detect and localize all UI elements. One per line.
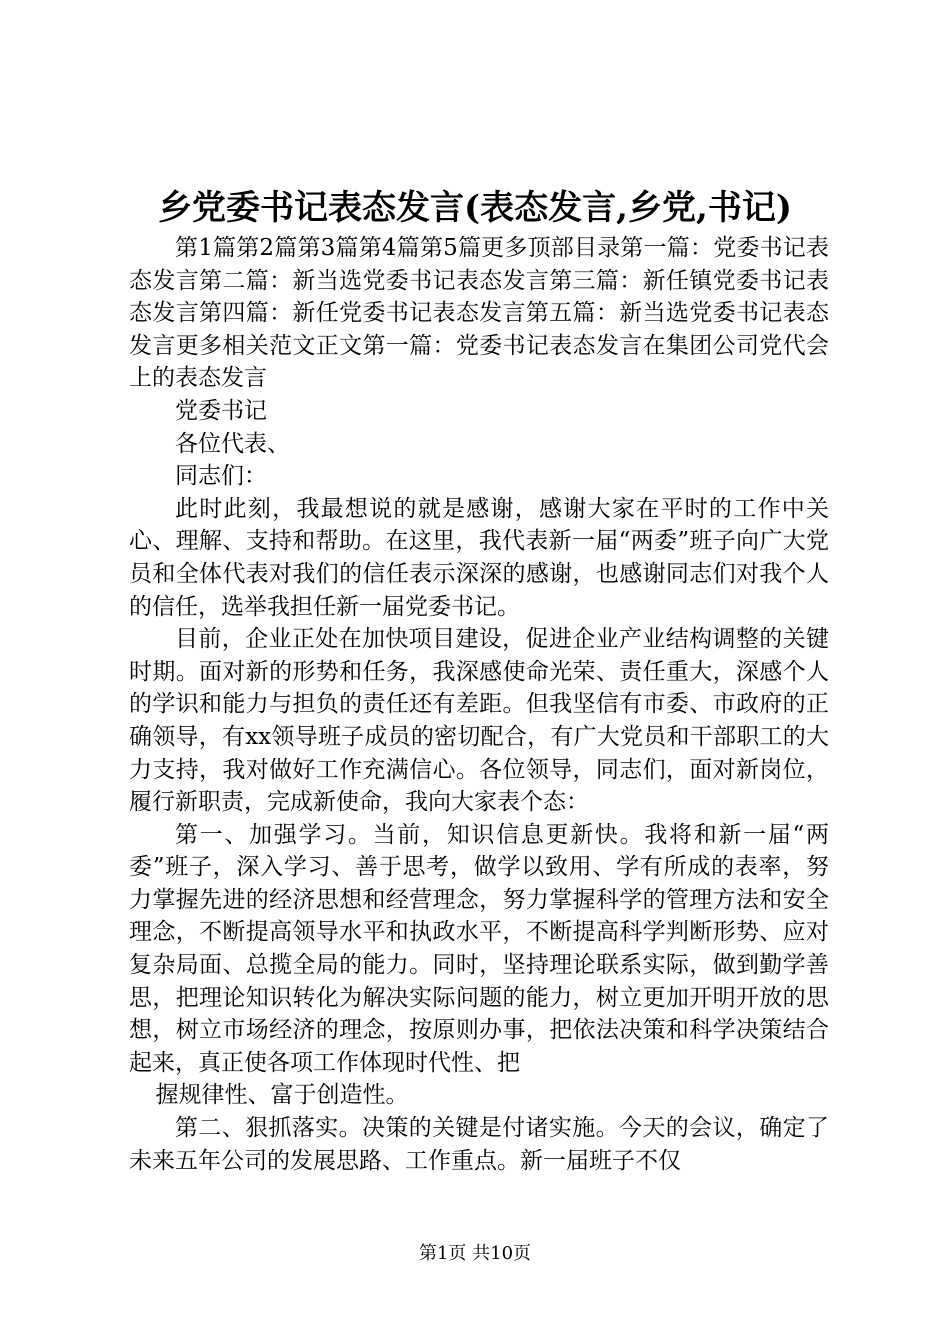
body-paragraph: 第一、加强学习。当前，知识信息更新快。我将和新一届“两委”班子，深入学习、善于思考，做学以致用、学有所成的表率，努力掌握先进的经济思想和经营理念，努力掌握科学的管理方法和安全理念，不断提高领导水平和执政水平，不断提高科学判断形势、应对复杂局面、总揽全局的能力。同时，坚持理论联系实际，做到勤学善思，把理论知识转化为解决实际问题的能力，树立更加开明开放的思想，树立市场经济的理念，按原则办事，把依法决策和科学决策结合起来，真正使各项工作体现时代性、把 [129,821,829,1076]
body-paragraph: 此时此刻，我最想说的就是感谢，感谢大家在平时的工作中关心、理解、支持和帮助。在这里，我代表新一届“两委”班子向广大党员和全体代表对我们的信任表示深深的感谢，也感谢同志们对我个人的信任，选举我担任新一届党委书记。 [129,495,829,620]
toc-paragraph: 第1篇第2篇第3篇第4篇第5篇更多顶部目录第一篇：党委书记表态发言第二篇：新当选党委书记表态发言第三篇：新任镇党委书记表态发言第四篇：新任党委书记表态发言第五篇：新当选党委书记表态发言更多相关范文正文第一篇：党委书记表态发言在集团公司党代会上的表态发言 [129,235,829,392]
document-title: 乡党委书记表态发言(表态发言,乡党,书记) [158,188,792,228]
document-body [129,232,829,1177]
salutation-line-1: 各位代表、 [175,430,290,457]
salutation-line-2: 同志们： [175,463,267,490]
body-paragraph: 目前，企业正处在加快项目建设，促进企业产业结构调整的关键时期。面对新的形势和任务，我深感使命光荣、责任重大，深感个人的学识和能力与担负的责任还有差距。但我坚信有市委、市政府的正确领导，有xx领导班子成员的密切配合，有广大党员和干部职工的大力支持，我对做好工作充满信心。各位领导，同志们，面对新岗位，履行新职责，完成新使命，我向大家表个态： [129,626,829,816]
body-paragraph-continuation: 握规律性、富于创造性。 [155,1082,409,1109]
page-number: 第1页 共10页 [418,1243,532,1264]
speaker-line: 党委书记 [175,397,267,424]
body-paragraph: 第二、狠抓落实。决策的关键是付诸实施。今天的会议，确定了未来五年公司的发展思路、工作重点。新一届班子不仅 [129,1115,829,1174]
